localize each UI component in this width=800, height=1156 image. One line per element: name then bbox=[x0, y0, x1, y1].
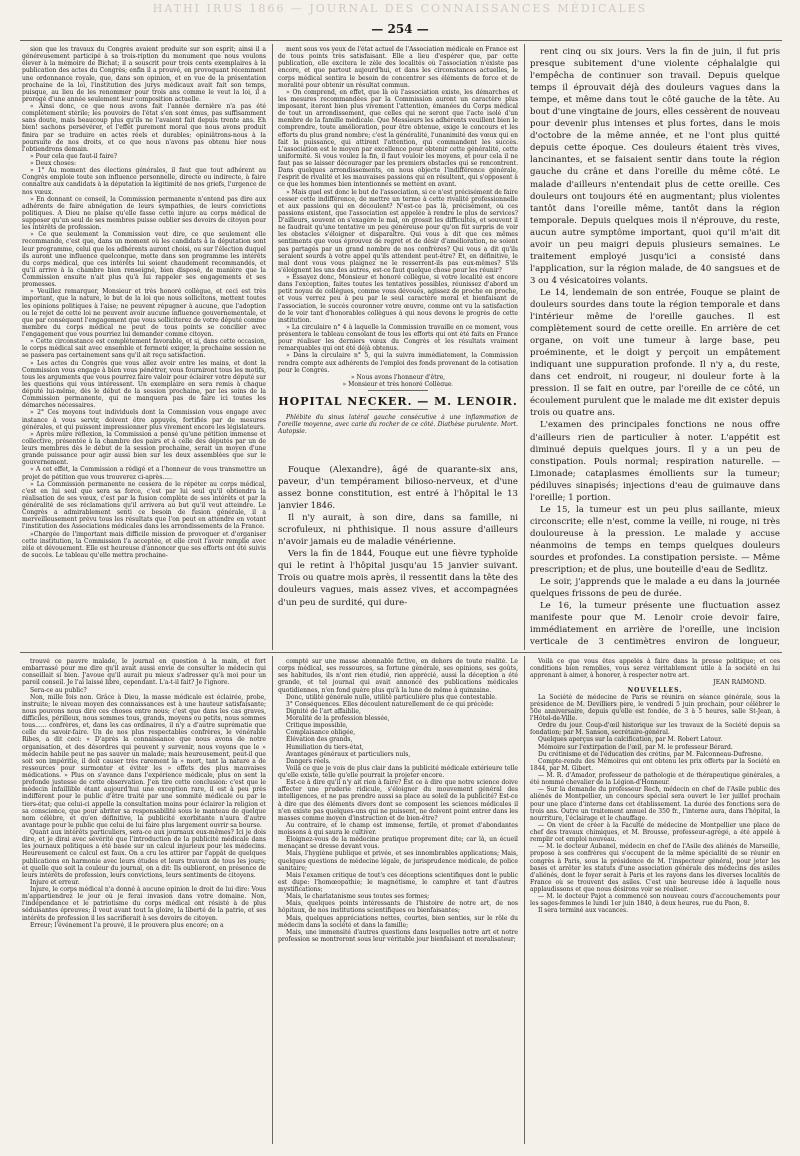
paragraph: Voilà ce que je vois de plus clair dans la publicité médicale extérieure telle qu'elle existe, telle qu'elle pourrait la projeter encore. bbox=[278, 764, 518, 779]
paragraph: Éloignez-vous de la médecine pratique proprement dite; car là, un écueil menaçant se dresse devant vous. bbox=[278, 836, 518, 851]
paragraph: » 1° Au moment des élections générales, il faut que tout adhérent au Congrès emploie toute son influence personnelle, directe ou indirecte, à faire connaître aux candidats à la députation la légitimité de nos griefs, l'urgence de nos vœux. bbox=[22, 167, 266, 196]
list-item: Complaisance obligée, bbox=[286, 729, 356, 737]
paragraph: Le soir, j'apprends que le malade a eu dans la journée quelques frissons de peu de durée. bbox=[530, 577, 780, 600]
upper-column-2 bbox=[278, 46, 518, 386]
lower-column-rule-1 bbox=[272, 656, 273, 1144]
paragraph: Non, mille fois non. Grâce à Dieu, la masse médicale est éclairée, probe, instruite; le niveau moyen des connaissances est à une hauteur satisfaisante; nous pouvons nous dire ces choses entre nous; c'est que dans les cas graves, difficiles, périlleux, nous sommes tous, grands, moyens ou petits, nous sommes tous...... confrères, et, dans les cas ordinaires, il n'y a d'autre suprématie que celle du savoir-faire. Un de nos plus respectables confrères, le vénérable Ribes, a dit ceci: « D'après la connaissance que nous avons de notre organisation, et des désordres qui peuvent y survenir, nous voyons que le » médecin habile peut ne pas sauver un malade; mais heureusement, peut-il que soit son impéritie, il doit causer très rarement la » mort, tant la nature a de ressources pour surmonter et éviter les » effets des plus mauvaises médications. » Plus on s'avance dans l'expérience médicale, plus on sent la profonde justesse de cette observation. J'en tire cette conclusion: c'est que le médecin infaillible étant aujourd'hui une exception rare, il est à peu près indifférent pour le public d'être traité par une sommité médicale ou par le tiers-état; que celui-ci appelle la consultation moins pour éclairer la religion et sa conscience, que pour abriter sa responsabilité sous le manteau de quelque nom célèbre, et qu'en définitive, la publicité exorbitante n'aura d'autre avantage pour le public que celui de lui faire plus largement ouvrir sa bourse. bbox=[22, 693, 266, 829]
paragraph: rent cinq ou six jours. Vers la fin de juin, il fut pris presque subitement d'une violente céphalalgie qui l'empêcha de continuer son travail. Depuis quelque temps il éprouvait déjà des douleurs vagues dans la tempe, et même dans tout le côté gauche de la tête. Au bout d'une vingtaine de jours, elles cessèrent de nouveau pour devenir plus intenses et plus fortes, dans le mois d'octobre de la même année, et ne l'ont plus quitté depuis cette époque. Ces douleurs étaient très vives, lancinantes, et se faisaient sentir dans toute la région gauche du crâne et dans l'oreille du même côté. Le malade d'ailleurs n'entendait plus de cette oreille. Ces douleurs ont toujours été en augmentant; plus violentes tantôt dans l'oreille même, tantôt dans la région temporale. Depuis quelques mois il n'éprouve, du reste, aucun autre symptôme important, quoi qu'il m'ait dit avoir un peu maigri depuis plusieurs semaines. Le traitement employé jusqu'ici a consisté dans l'application, sur la région malade, de 40 sangsues et de 3 ou 4 vésicatoires volants. bbox=[530, 47, 780, 286]
article-top-rule bbox=[368, 390, 428, 391]
paragraph: Mais, une immensité d'autres questions dans lesquelles notre art et notre profession se montreront sous leur véritable jour bienfaisant et moralisateur; bbox=[278, 928, 518, 943]
list-item: Dangers réels. bbox=[286, 757, 331, 765]
paragraph: » Dans la circulaire n° 5, qui la suivra immédiatement, la Commission rendra compte aux adhérents de l'emploi des fonds provenant de la cotisation pour le Congrès. bbox=[278, 352, 518, 374]
list-item: Moralité de la profession blessée, bbox=[286, 715, 390, 722]
list-item: Avantages généraux et particuliers nuls, bbox=[286, 750, 411, 758]
upper-column-1 bbox=[22, 46, 266, 648]
paragraph: Erreur; l'événement l'a prouvé, il le prouvera plus encore; on a bbox=[30, 921, 224, 929]
paragraph: L'examen des principales fonctions ne nous offre d'ailleurs rien de particulier à noter. L'appétit est diminué depuis quelques jours. Il y a un peu de constipation. Pouls normal; respiration naturelle. — Limonade; cataplasmes émollients sur la tumeur; pédiluves sinapisés; injections d'eau de guimauve dans l'oreille; 1 portion. bbox=[530, 420, 780, 503]
lower-column-3 bbox=[530, 658, 780, 1144]
news-item: — Sur la demande du professeur Rech, médecin en chef de l'Asile public des aliénés de Montpellier, un concours spécial sera ouvert le 1er juillet prochain pour une place d'interne dans cet établissement. La durée des fonctions sera de trois ans. Outre un traitement annuel de 350 fr., l'interne aura, dans l'hôpital, la nourriture, l'éclairage et le chauffage. bbox=[530, 786, 780, 822]
paragraph: Il n'y aurait, à son dire, dans sa famille, ni scrofuleux, ni phthisique. Il nous assure d'ailleurs n'avoir jamais eu de maladie vénérienne. bbox=[278, 513, 518, 548]
paragraph: » A cet effet, la Commission a rédigé et a l'honneur de vous transmettre un projet de pétition que vous trouverez ci-après..... bbox=[22, 466, 266, 481]
article-header-block bbox=[278, 386, 518, 464]
news-item: Il sera terminé aux vacances. bbox=[538, 907, 629, 915]
paragraph: » En donnant ce conseil, la Commission permanente n'entend pas dire aux adhérents de faire abnégation de leurs sympathies, de leurs convictions politiques. A Dieu ne plaise qu'elle fasse cette injure au corps médical de supposer qu'un seul de ses membres puisse oublier ses devoirs de citoyen pour les intérêts de profession. bbox=[22, 195, 266, 232]
article-title-rule bbox=[368, 409, 428, 410]
list-item: Élévation des grands, bbox=[286, 736, 353, 744]
paragraph: » La circulaire n° 4 à laquelle la Commission travaille en ce moment, vous présentera le tableau consolant de tous les efforts qui ont été faits en France pour réaliser les derniers vœux du Congrès et les résultats vraiment remarquables qui ont été déjà obtenus. bbox=[278, 323, 518, 353]
list-item: Critique impossible, bbox=[286, 722, 348, 730]
paragraph: Le 15, la tumeur est un peu plus saillante, mieux circonscrite; elle n'est, comme la veille, ni rouge, ni très douloureuse à la pression. Le malade y accuse néanmoins de temps en temps quelques douleurs sourdes et profondes. La constipation persiste. — Même prescription; et de plus, une bouteille d'eau de Sedlitz. bbox=[530, 504, 780, 576]
paragraph: Mais, l'hygiène publique et privée, et ses innombrables applications; Mais, quelques questions de médecine légale, de jurisprudence médicale, de police sanitaire; bbox=[278, 850, 518, 872]
paragraph: Mais, quelques points intéressants de l'histoire de notre art, de nos hôpitaux, de nos institutions scientifiques ou bienfaisantes; bbox=[278, 900, 518, 915]
paragraph: » On comprend, en effet, que là où l'association existe, les démarches et les mesures recommandées par la Commission auront un caractère plus imposant, iteront bien plus vivement l'attention, émanées du Corps médical de tout un arrondissement, que celles qui ne seront que l'acte isolé d'un membre de la famille médicale. Que Messieurs les adhérents veuillent bien le comprendre, toute amélioration, pour être obtenue, exige le concours et les efforts du plus grand nombre; c'est la généralité, l'unanimité des vœux qui en fait la puissance, qui attirent l'attention, qui commandent les succès. L'association est le moyen par excellence pour obtenir cette généralité, cette uniformité. Si vous voulez la fin, il faut vouloir les moyens, et pour cela il ne faut pas se laisser décourager par les premiers obstacles qui se rencontrent. Dans quelques arrondissements, on nous objecte l'indifférence générale, l'esprit de rivalité et les mauvaises passions qui en résultent, qui s'opposent à ce que les hommes bien intentionnés se mettent en avant. bbox=[278, 88, 518, 189]
paragraph: Vers la fin de 1844, Fouque eut une fièvre typhoïde qui le retint à l'hôpital jusqu'au 15 janvier suivant. Trois ou quatre mois après, il ressentit dans la tête des douleurs vagues, mais assez vives, et accompagnées d'un peu de surdité, qui dure- bbox=[278, 549, 518, 608]
news-item: Mémoire sur l'extirpation de l'œil, par M. le professeur Bérard. bbox=[538, 743, 733, 751]
column-rule-1 bbox=[272, 44, 273, 650]
paragraph: » Cette circonstance est complètement favorable, et si, dans cette occasion, le corps médical sait avec ensemble et fermeté exiger, la prochaine session ne se passera pas certainement sans qu'il ait reçu satisfaction. bbox=[22, 338, 266, 360]
news-item: — M. le docteur Pajot a commencé son nouveau cours d'accouchements pour les sages-femmes le lundi 1er juin 1840, à deux heures, rue du Paon, 8. bbox=[530, 893, 780, 908]
closing-line: » Nous avons l'honneur d'être, bbox=[350, 373, 446, 381]
paragraph: Voilà ce que vous êtes appelés à faire dans la presse politique; et ces conditions bien remplies, vous serez véritablement utile à la société en lui apprenant à aimer, à honorer, à respecter notre art. bbox=[530, 658, 780, 680]
lower-column-2 bbox=[278, 658, 518, 1144]
lower-column-1 bbox=[22, 658, 266, 1144]
paragraph: » Mais quel est donc le but de l'association, si ce n'est précisément de faire cesser cette indifférence, de mettre un terme à cette rivalité professionnelle et aux passions qui en découlent? N'est-ce pas là, précisément, où ces passions existent, que l'association est appelée à rendre le plus de services? D'ailleurs, souvent on s'exagère le mal, on grossit les difficultés, et souvent il ne faudrait qu'une tentative un peu généreuse pour qu'on fût surpris de voir les obstacles s'éloigner et disparaître. Qui vous a dit que ces mêmes sentiments que vous éprouvez de regret et de désir d'amélioration, ne soient pas partagés par un grand nombre de nos confrères? Qui vous a dit qu'ils seraient sourds à votre appel qu'ils attendent peut-être? Et, en définitive, le mal dont vous vous plaignez ne le resserrent-ils pas eux-mêmes? S'ils s'éloignent les uns des autres, est-ce faut quelque chose pour les réunir? bbox=[278, 188, 518, 274]
news-item: — M. R. d'Amador, professeur de pathologie et de thérapeutique générales, a été nommé chevalier de la Légion-d'Honneur. bbox=[530, 772, 780, 787]
paragraph: » Après mûre réflexion, la Commission a pensé qu'une pétition immense et collective, présentée à la chambre des pairs et à celle des députés par un de leurs membres dès le début de la session prochaine, serait un moyen d'une grande puissance pour agir aussi bien sur les deux assemblées que sur le gouvernement. bbox=[22, 430, 266, 467]
lower-column-rule-2 bbox=[524, 656, 525, 1144]
paragraph: « Ainsi donc, ce que nous avons fait l'année dernière n'a pas été complètement stérile; les pouvoirs de l'état s'en sont émus, pas suffisamment sans doute, mais beaucoup plus qu'ils ne l'avaient fait depuis trente ans. Eh bien! sachons persévérer, et l'effet purement moral que nous avons produit finira par se traduire en actes réels et durables; opiniâtrons-nous à la poursuite de nos droits, et ce que nous n'avons pas obtenu hier nous l'obtiendrons demain. bbox=[22, 103, 266, 153]
paragraph: Le 14, lendemain de son entrée, Fouque se plaint de douleurs sourdes dans toute la région temporale et dans l'intérieur même de l'oreille gauches. Il est complètement sourd de cette oreille. En arrière de cet organe, on voit une tumeur à large base, peu proéminente, et le doigt y perçoit un empâtement indiquant une suppuration profonde. Il n'y a, du reste, dans cet endroit, ni rougeur, ni douleur forte à la pression. Il se fait en outre, par l'oreille de ce côté, un écoulement purulent que le malade me dit exister depuis trois ou quatre ans. bbox=[530, 287, 780, 419]
news-item: La Société de médecine de Paris se réunira en séance générale, sous la présidence de M. Devilliers père, le vendredi 5 juin prochain, pour célébrer le 50e anniversaire, depuis qu'elle est fondée, de 3 à 5 heures, salle St-Jean, à l'Hôtel-de-Ville. bbox=[530, 693, 780, 722]
section-divider-rule bbox=[20, 652, 782, 653]
paragraph: Est-ce à dire qu'il n'y ait rien à faire? Est ce à dire que notre science doive affecter une pruderie ridicule, s'éloigner du mouvement général des intelligences, et ne pas prendre aussi sa place au soleil de la publicité? Est-ce à dire que des éléments divers dont se composent les sciences médicales il n'en existe pas quelques-uns qui ne puissent, ne doivent point entrer dans les masses comme moyen d'instruction et de bien-être? bbox=[278, 779, 518, 822]
paragraph: 3° Conséquences. Elles découlent naturellement de ce qui précède: bbox=[286, 700, 494, 708]
paragraph: » Ce que seulement la Commission veut dire, ce que seulement elle recommande, c'est que, dans un moment où les candidats à la députation sont leur programme, celui que les adhérents auront choisi, ou sur l'élection duquel ils auront une influence quelconque, mette dans son programme les intérêts du corps médical, que ces intérêts lui soient chaudement recommandés, et qu'il arrive à la chambre bien renseigné, bien disposé, de manière que la Commission ensuite n'ait plus qu'à lui rappeler ses engagements et ses promesses. bbox=[22, 231, 266, 289]
paragraph: » 2° Ces moyens tout individuels dont la Commission vous engage avec instance à vous servir, doivent être appuyés, fortifiés par de mesures générales, et qui puissent impressionner plus vivement encore les législateurs. bbox=[22, 409, 266, 431]
paragraph: Mais, le charlatanisme sous toutes ses formes; bbox=[286, 893, 430, 901]
list-item: Dignité de l'art affaiblie, bbox=[286, 707, 361, 715]
list-item: Humiliation du tiers-état, bbox=[286, 743, 364, 751]
news-item: Compte-rendu des Mémoires qui ont obtenu les prix offerts par la Société en 1844, par M. Gibert. bbox=[530, 757, 780, 772]
article-column-3 bbox=[530, 46, 780, 648]
paragraph: Mais l'examen critique de tout's ces déceptions scientifiques dont le public est dupe: l'homœopathie; le magnétisme, le camphre et tant d'autres mystifications; bbox=[278, 871, 518, 893]
paragraph: Donc, utilité générale nulle, utilité particulière plus que contestable. bbox=[286, 693, 497, 701]
paragraph: Injure et erreur. bbox=[30, 878, 80, 886]
column-rule-2 bbox=[524, 44, 525, 650]
closing-line: » Monsieur et très honoré Collègue, bbox=[342, 380, 454, 386]
author-signature: JEAN RAIMOND. bbox=[713, 679, 766, 687]
paragraph: » La Commission permanente ne cessera de le répéter au corps médical, c'est en lui seul que sera sa force, c'est par lui seul qu'il obtiendra la réalisation de ses vœux, c'est par la fusion complète de ses intérêts et par la généralité de ses réclamations qu'il arrivera au but qu'il veut atteindre. Le Congrès a admirablement senti ce besoin de fusion générale, il a merveilleusement prévu tous les résultats que l'on peut en attendre en votant l'institution des Associations médicales dans les arrondissements de la France. bbox=[22, 480, 266, 531]
paragraph: »Chargée de l'important mais difficile mission de provoquer et d'organiser cette institution, la Commission l'a acceptée, et elle croit l'avoir remplie avec zèle et dévouement. Elle est heureuse d'annoncer que ses efforts ont été suivis de succès. Le tableau qu'elle mettra prochaine- bbox=[22, 530, 266, 559]
paragraph: » Veuillez remarquer, Monsieur et très honoré collègue, et ceci est très important, que la nature, le but de la loi que nous sollicitons, mettent toutes les opinions politiques à l'aise; ne peuvent répugner à aucune, que l'adoption ou le rejet de cette loi ne peuvent avoir aucune influence gouvernementale, et que par conséquent l'engagement que vous solliciterez de votre député comme membre du corps médical ne peut de tous points se concilier avec l'engagement que vous pourriez lui demander comme citoyen. bbox=[22, 288, 266, 338]
news-section-title: NOUVELLES. bbox=[627, 686, 683, 694]
bleed-through-header: HATHI IRUS 1866 — JOURNAL DES CONNAISSANCES MÉDICALES bbox=[152, 2, 648, 15]
paragraph: Injure, le corps médical n'a donné à aucune opinion le droit de lui dire: Vous m'appartiendrez le jour où je ferai invasion dans votre domaine. Non, l'indépendance et le patriotisme du corps médical ont résisté à de plus séduisantes épreuves; il veut avant tout la gloire, la liberté de la patrie, et ses intérêts de profession il les sacrifierait à ses devoirs de citoyen. bbox=[22, 886, 266, 922]
paragraph: » Essayez donc, Monsieur et honoré collègue, si votre localité est encore dans l'exception, faites toutes les tentatives possibles, réunissez d'abord un petit noyau de collègues, comme vous dévoués, agissez de proche en proche, et vous verrez peu à peu par le seul caractère moral et bienfaisant de l'association, le succès couronner votre œuvre, comme ont vu la satisfaction de le voir tant d'honorables collègues à qui nous devons le progrès de cette institution. bbox=[278, 274, 518, 324]
paragraph: sion que les travaux du Congrès avaient produite sur son esprit; ainsi il a généreusement participé à sa trois-ription du monument que nous voulons élever à la mémoire de Bichat; il a souscrit pour trois cents exemplaires à la publication des actes du Congrès; enfin il a prouvé, en provoquant récemment une ordonnance royale, que, dans son opinion, et en vue de la présentation prochaine de la loi, l'institution des jurys médicaux avait fait son temps, puisque, au lieu de les renommer pour trois ans comme le veut la loi, il a prorogé d'une année seulement leur composition actuelle. bbox=[22, 46, 266, 103]
article-column-2 bbox=[278, 464, 518, 648]
news-item: Quelques aperçus sur la calcification, par M. Robert Latour. bbox=[538, 736, 723, 744]
paragraph: ment sous vos yeux de l'état actuel de l'Association médicale en France est de tous points très satisfaisant. Elle a lieu d'espérer que, par cette publication, elle excitera le zèle des localités où l'association n'existe pas encore, et que partout aujourd'hui, et dans les circonstances actuelles, le corps médical sentira le besoin de concentrer ses éléments de force et de moralité pour obtenir un résultat commun. bbox=[278, 46, 518, 89]
paragraph: compté sur une masse abonnable fictive, en dehors de toute réalité. Le corps médical, ses ressources, sa fortune générale, ses opinions, ses goûts, ses habitudes, ils n'ont rien étudié, rien apprécié, aussi la déception a été grande, et tel journal qui avait annoncé des publications médicales quotidiennes, n'en fond guère plus qu'à la lune de même à quinzaine. bbox=[278, 658, 518, 694]
article-subtitle: Phlébite du sinus latéral gauche consécutive à une inflammation de l'oreille moyenne, avec carie du rocher de ce côté. Diathèse purulente. Mort. Autopsie. bbox=[278, 414, 518, 436]
paragraph: » Les actes du Congrès que vous allez avoir entre les mains, et dont la Commission vous engage à bien vous pénétrer, vous fourniront tous les motifs, tous les arguments que vous pourrez faire valoir pour éclairer votre député sur les questions qui vous intéressent. Un exemplaire en sera remis à chaque député lui-même, dès le début de la session prochaine, par les soins de la Commission permanente, qui ne manquera pas de faire ici toutes les démarches nécessaires. bbox=[22, 359, 266, 410]
paragraph: Au contraire, et le champ est immense, fertile, et promet d'abondantes moissons à qui saura le cultiver. bbox=[278, 821, 518, 836]
paragraph: » Deux choses: bbox=[30, 160, 77, 167]
news-item: Du crétinisme et de l'éducation des crétins, par M. Falconneau-Dufresne. bbox=[538, 750, 764, 758]
news-item: — On vient de créer à la Faculté de médecine de Montpellier une place de chef des travaux chimiques, et M. Brousse, professeur-agrégé, a été appelé à remplir cet emploi nouveau. bbox=[530, 821, 780, 844]
news-item: Ordre du jour. Coup-d'œil historique sur les travaux de la Société depuis sa fondation; par M. Sanson, secrétaire-général. bbox=[530, 722, 780, 737]
header-rule bbox=[20, 40, 782, 41]
paragraph: Fouque (Alexandre), âgé de quarante-six ans, paveur, d'un tempérament bilioso-nerveux, et d'une assez bonne constitution, est entré à l'hôpital le 13 janvier 1846. bbox=[278, 465, 518, 512]
paragraph: Sera-ce au public? bbox=[30, 686, 87, 694]
paragraph: » Pour cela que faut-il faire? bbox=[30, 152, 117, 160]
article-title: HOPITAL NECKER. — M. LENOIR. bbox=[278, 395, 518, 408]
page-number: — 254 — bbox=[371, 22, 429, 36]
paragraph: Le 16, la tumeur présente une fluctuation assez manifeste pour que M. Lenoir croie devoir faire, immédiatement en arrière de l'oreille, une incision verticale de 3 centimètres environ de longueur, bbox=[530, 601, 780, 648]
paragraph: trouvé ce pauvre malade, le journal en question à la main, et fort embarrassé pour me dire qu'il avait aussi envie de consulter le médecin qui conseillait si bien. J'avoue qu'il aurait pu mieux s'adresser qu'à moi pour un pareil conseil. Je l'ai laissé libre, cependant. L'a-t-il fait? Je l'ignore. bbox=[22, 658, 266, 687]
paragraph: Quant aux intérêts particuliers, sera-ce aux journaux eux-mêmes? Ici je dois dire, et je dirai avec sévérité que l'introduction de la publicité médicale dans les journaux politiques a été basée sur un calcul injurieux pour les médecins. Heureusement ce calcul est faux. On a cru les attirer par l'appât de quelques publications en harmonie avec leurs études et leurs travaux de tous les jours; et quelle que soit la couleur du journal, on a dit: Ils oublieront, en présence de leurs intérêts de profession, leurs convictions, leurs sentiments de citoyens. bbox=[22, 829, 266, 879]
news-item: — M. le docteur Aubanel, médecin en chef de l'Asile des aliénés de Marseille, propose à ses confrères qui s'occupent de la même spécialité de se réunir en congrès à Paris, sous la présidence de M. l'inspecteur général, pour jeter les bases et arrêter les statuts d'une association générale des médecins des asiles d'aliénés, dont le foyer serait à Paris et les rayons dans les diverses localités de France où se trouvent des asiles. C'est une heureuse idée à laquelle nous applaudissons et que nous désirons voir se réaliser. bbox=[530, 843, 780, 893]
paragraph: Mais, quelques appréciations nettes, courtes, bien senties, sur le rôle du médecin dans la société et dans la famille; bbox=[278, 914, 518, 929]
